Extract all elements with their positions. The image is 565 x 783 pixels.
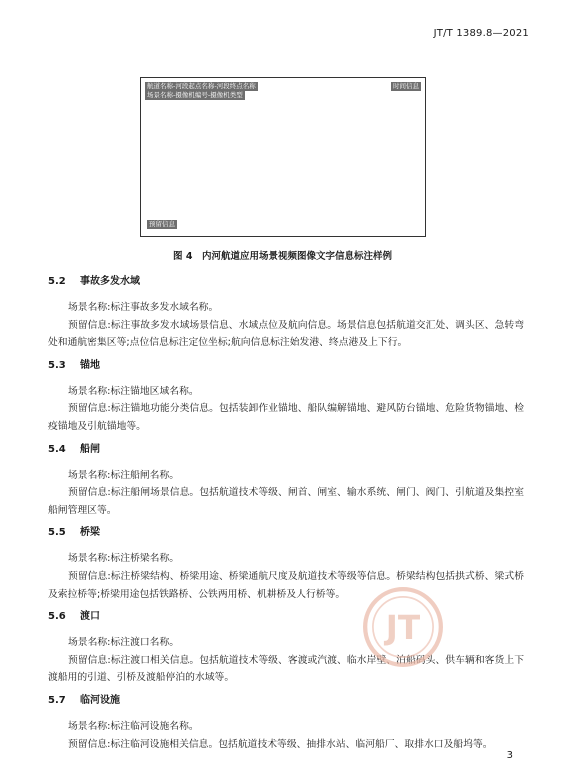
section-title: 船闸 <box>80 443 100 455</box>
section-title: 锚地 <box>80 359 100 371</box>
section-title: 事故多发水域 <box>80 276 140 287</box>
standard-code: JT/T 1389.8—2021 <box>433 28 529 39</box>
reserve-info-paragraph: 预留信息:标注临河设施相关信息。包括航道技术等级、抽排水站、临河船厂、取排水口及船坞等。 <box>68 738 493 750</box>
scene-name-paragraph: 场景名称:标注船闸名称。 <box>68 469 180 481</box>
section-title: 临河设施 <box>80 694 120 706</box>
scene-name-paragraph: 场景名称:标注临河设施名称。 <box>68 720 199 732</box>
jt-watermark-logo <box>360 584 446 670</box>
section-5-6 <box>48 609 524 687</box>
section-number: 5.7 <box>48 694 66 706</box>
reserve-info-paragraph: 预留信息:标注事故多发水域场景信息、水域点位及航向信息。场景信息包括航道交汇处、调头区、急转弯处和通航密集区等;点位信息标注定位坐标;航向信息标注始发港、终点港及上下行。 <box>48 319 524 349</box>
video-frame-figure <box>140 77 426 237</box>
section-heading <box>48 693 524 708</box>
scene-name-paragraph: 场景名称:标注桥梁名称。 <box>68 553 180 565</box>
section-5-4 <box>48 442 524 520</box>
section-title: 渡口 <box>80 611 100 623</box>
svg-text:JT: JT <box>385 609 421 648</box>
reserve-info-paragraph: 预留信息:标注桥梁结构、桥梁用途、桥梁通航尺度及航道技术等级等信息。桥梁结构包括拱式桥、梁式桥及索拉桥等;桥梁用途包括铁路桥、公铁两用桥、机耕桥及人行桥等。 <box>48 570 524 600</box>
overlay-reserve-label: 预留信息 <box>149 220 175 228</box>
section-number: 5.5 <box>48 527 66 539</box>
figure-caption: 图 4 内河航道应用场景视频图像文字信息标注样例 <box>173 251 392 262</box>
section-number: 5.2 <box>48 276 66 287</box>
section-heading <box>48 609 524 624</box>
section-heading <box>48 525 524 540</box>
reserve-info-paragraph: 预留信息:标注船闸场景信息。包括航道技术等级、闸首、闸室、输水系统、闸门、阀门、引航道及集控室船闸管理区等。 <box>48 487 524 516</box>
scene-name-paragraph: 场景名称:标注事故多发水域名称。 <box>68 302 219 313</box>
section-5-2 <box>48 274 524 352</box>
scene-name-paragraph: 场景名称:标注锚地区域名称。 <box>68 385 199 397</box>
section-title: 桥梁 <box>80 527 100 539</box>
section-content <box>48 268 524 753</box>
section-number: 5.6 <box>48 611 66 623</box>
section-5-3 <box>48 358 524 436</box>
section-number: 5.3 <box>48 359 66 371</box>
section-heading <box>48 442 524 457</box>
reserve-info-paragraph: 预留信息:标注渡口相关信息。包括航道技术等级、客渡或汽渡、临水岸壁、泊船码头、供车辆和客货上下渡船用的引道、引桥及渡船停泊的水域等。 <box>48 654 524 684</box>
section-5-5 <box>48 525 524 603</box>
section-heading <box>48 358 524 373</box>
scene-name-paragraph: 场景名称:标注渡口名称。 <box>68 637 180 649</box>
overlay-route-label: 航道名称-河段起点名称-河段终点名称 <box>147 82 256 90</box>
section-heading <box>48 274 524 289</box>
section-number: 5.4 <box>48 443 66 455</box>
section-5-7 <box>48 693 524 753</box>
overlay-scene-label: 场景名称-摄像机编号-摄像机类型 <box>147 91 243 99</box>
page-number: 3 <box>506 750 513 761</box>
reserve-info-paragraph: 预留信息:标注锚地功能分类信息。包括装卸作业锚地、船队编解锚地、避风防台锚地、危险货物锚地、检疫锚地及引航锚地等。 <box>48 403 524 432</box>
overlay-time-label: 时间信息 <box>393 82 419 90</box>
